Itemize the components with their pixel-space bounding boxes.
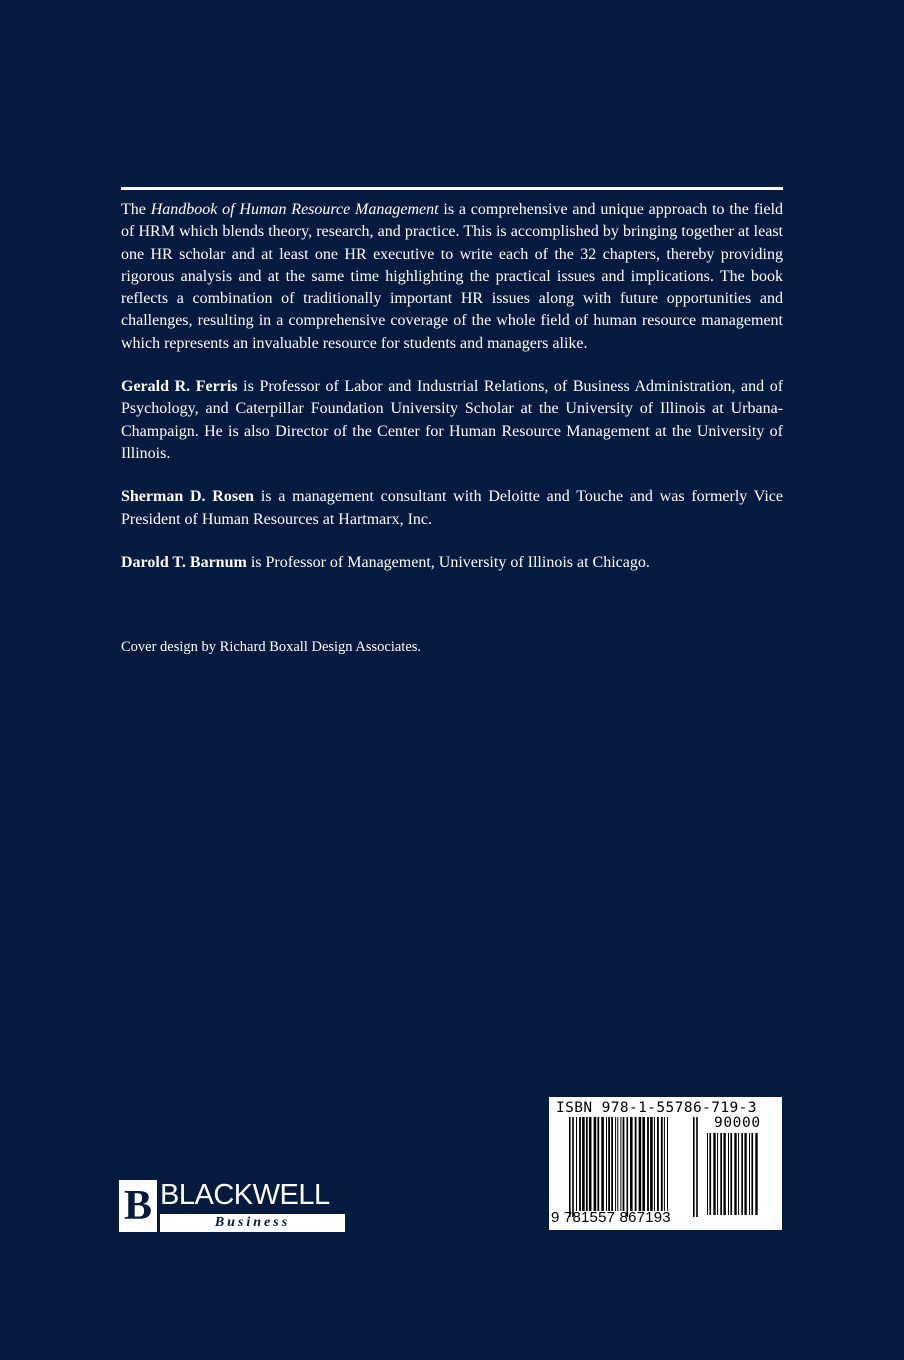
publisher-imprint: Business bbox=[160, 1214, 345, 1232]
barcode-bar bbox=[601, 1117, 604, 1211]
barcode-bar bbox=[608, 1117, 610, 1211]
author-name: Darold T. Barnum bbox=[121, 553, 247, 571]
barcode-bar bbox=[657, 1117, 659, 1211]
barcode-bar bbox=[717, 1133, 718, 1215]
price-code: 90000 bbox=[714, 1115, 761, 1131]
barcode-bar bbox=[664, 1117, 665, 1211]
barcode-bar bbox=[630, 1117, 633, 1211]
barcode-bar bbox=[611, 1117, 613, 1211]
isbn-text: ISBN 978-1-55786-719-3 bbox=[556, 1100, 757, 1116]
barcode-bar bbox=[627, 1117, 629, 1217]
barcode-bar bbox=[661, 1117, 663, 1211]
barcode-bar bbox=[749, 1133, 750, 1215]
barcode-bar bbox=[615, 1117, 616, 1211]
barcode-bar bbox=[582, 1117, 585, 1211]
barcode-bar bbox=[755, 1133, 757, 1215]
barcode-bar bbox=[744, 1133, 746, 1215]
barcode-bar bbox=[639, 1117, 642, 1211]
barcode-bar bbox=[707, 1133, 708, 1215]
barcode-bar bbox=[635, 1117, 637, 1211]
barcode-bar bbox=[741, 1133, 743, 1215]
author-name: Gerald R. Ferris bbox=[121, 378, 238, 396]
barcode-bar bbox=[620, 1117, 621, 1211]
publisher-mark: B bbox=[119, 1180, 157, 1232]
description-paragraph: The Handbook of Human Resource Management is a comprehensive and unique approach to the field of HRM which blends theory, research, and practice. This is accomplished by bringing together at least one HR scholar and at least one HR executive to write each of the 32 chapters, thereby providing rigorous analysis and at the same time highlighting the practical issues and implications. The book reflects a combination of traditionally important HR issues along with future opportunities and challenges, resulting in a comprehensive coverage of the whole field of human resource management which represents an invaluable resource for students and managers alike. bbox=[121, 201, 784, 352]
barcode-bar bbox=[738, 1133, 739, 1215]
barcode-bar bbox=[579, 1117, 581, 1211]
barcode-bar bbox=[751, 1133, 753, 1215]
barcode-bar bbox=[576, 1117, 577, 1211]
author-bio-rosen: Sherman D. Rosen is a management consultant with Deloitte and Touche and was formerly Vice President of Human Resources at Hartmarx, Inc. bbox=[121, 488, 784, 528]
barcode-bar bbox=[650, 1117, 653, 1211]
barcode-bar bbox=[572, 1117, 574, 1217]
ean-number: 9 781557 867193 bbox=[551, 1209, 671, 1226]
back-cover-text bbox=[121, 199, 783, 595]
barcode-bar bbox=[730, 1133, 732, 1215]
barcode-bar bbox=[623, 1117, 625, 1211]
publisher-name: BLACKWELL bbox=[160, 1179, 330, 1211]
barcode-bar bbox=[647, 1117, 649, 1211]
barcode-bar bbox=[728, 1133, 729, 1215]
barcode-bar bbox=[713, 1133, 715, 1215]
cover-design-credit: Cover design by Richard Boxall Design Associates. bbox=[121, 639, 422, 655]
barcode-bar bbox=[723, 1133, 725, 1215]
barcode-bar bbox=[654, 1117, 655, 1211]
author-bio-ferris: Gerald R. Ferris is Professor of Labor and Industrial Relations, of Business Administration, and of Psychology, and Caterpillar Foundation University Scholar at the University of Illinois at Urbana-Champaign. He is also Director of the Center for Human Resource Management at the University of Illinois. bbox=[121, 378, 784, 462]
barcode-bar bbox=[667, 1117, 668, 1211]
barcode-bar bbox=[594, 1117, 597, 1211]
barcode-bar bbox=[709, 1133, 711, 1215]
barcode-bar bbox=[696, 1117, 698, 1217]
barcode-bar bbox=[597, 1117, 599, 1211]
barcode-bar bbox=[617, 1117, 618, 1211]
barcode-bar bbox=[734, 1133, 736, 1215]
barcode-bar bbox=[589, 1117, 592, 1211]
book-title: Handbook of Human Resource Management bbox=[150, 201, 439, 218]
publisher-logo bbox=[119, 1180, 345, 1232]
author-name: Sherman D. Rosen bbox=[121, 488, 255, 506]
barcode-bar bbox=[642, 1117, 645, 1211]
author-bio-barnum: Darold T. Barnum is Professor of Management, University of Illinois at Chicago. bbox=[121, 553, 650, 571]
barcode-bar bbox=[569, 1117, 571, 1217]
barcode-bar bbox=[586, 1117, 588, 1211]
barcode-bar bbox=[720, 1133, 722, 1215]
top-rule bbox=[121, 187, 783, 190]
isbn-barcode bbox=[549, 1097, 782, 1230]
barcode-bar bbox=[693, 1117, 695, 1217]
barcode-bar bbox=[606, 1117, 607, 1211]
